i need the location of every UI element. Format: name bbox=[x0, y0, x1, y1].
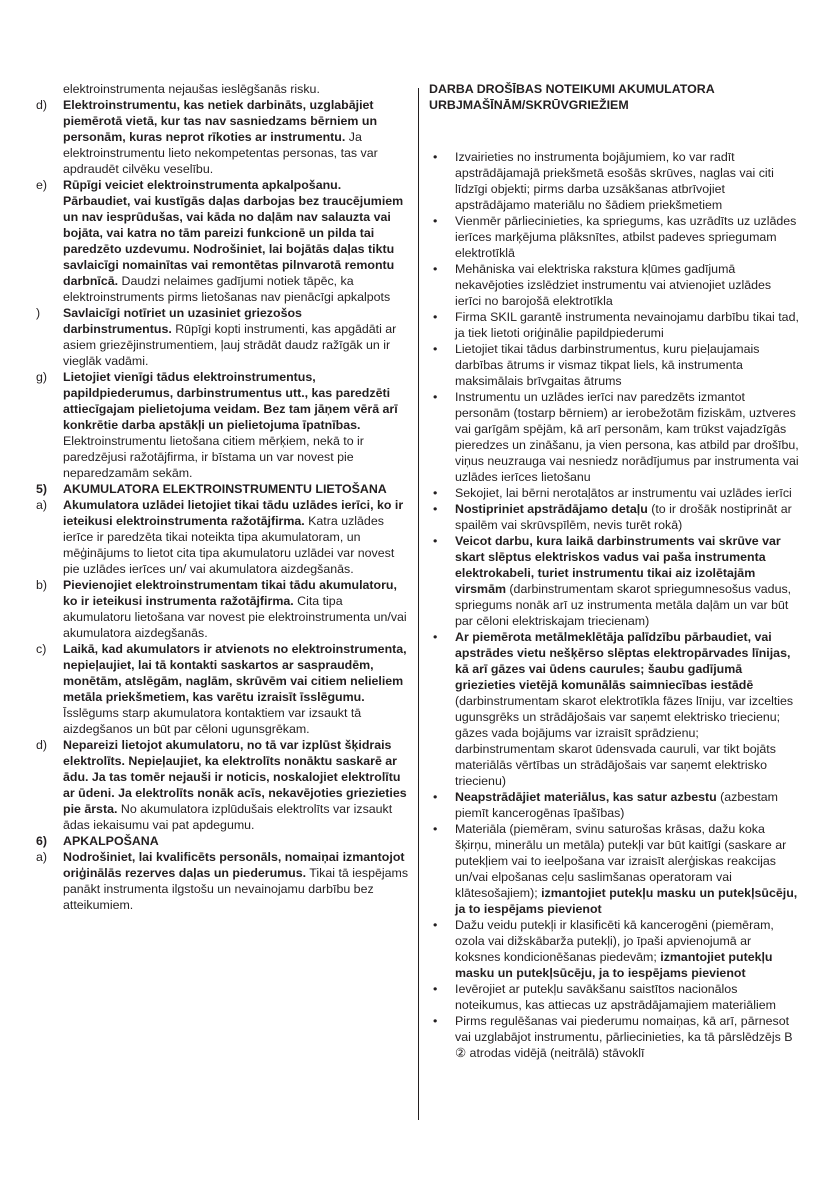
bullet-item bbox=[429, 1013, 799, 1061]
item-f-cutting-tools bbox=[36, 305, 408, 369]
item-e-maintenance bbox=[36, 177, 408, 305]
bullet-icon: • bbox=[433, 390, 438, 404]
bullet-bold-text: Veicot darbu, kura laikā darbinstruments vai skrūve var skart slēptus elektriskos vadus vai paša instrumenta elektrokabeli, turiet instrumentu tikai aiz izolētajām virsmām bbox=[455, 534, 781, 596]
item-d-storage bbox=[36, 97, 408, 177]
item-text: Elektroinstrumentu lietošana citiem mērķiem, nekā to ir paredzējusi ražotājfirma, ir bīstama un var novest pie neparedzamām sekām. bbox=[63, 434, 364, 480]
item-6a-service bbox=[36, 849, 408, 913]
item-text: Ja elektroinstrumentu lieto nekompetentas personas, tas var apdraudēt cilvēku veselību. bbox=[63, 130, 378, 176]
item-label: e) bbox=[36, 178, 48, 192]
item-bold-text: Nepareizi lietojot akumulatoru, no tā var izplūst šķidrais elektrolīts. Nepieļaujiet, ka elektrolīts nonāktu saskarē ar ādu. Ja tas tomēr nejauši ir noticis, noskalojiet elektrolītu ar ūdeni. Ja elektrolīts nonāk acīs, nekavējoties griezieties pie ārsta. bbox=[63, 738, 407, 816]
bullet-icon: • bbox=[433, 262, 438, 276]
bullet-text: (darbinstrumentam skarot elektrotīkla fāzes līniju, var izcelties ugunsgrēks un strādājošais var saņemt elektrisko triecienu; gāzes vada bojājums var izraisīt sprādzienu; darbinstrumentam skarot ūdensvada cauruli, var tikt bojāts materiālās vērtības un strādājošais var saņemt elektrisko triecienu) bbox=[455, 694, 794, 788]
left-column bbox=[36, 81, 408, 913]
bullet-bold-text: izmantojiet putekļu masku un putekļsūcēju, ja to iespējams pievienot bbox=[455, 950, 773, 980]
item-label: c) bbox=[36, 642, 47, 656]
bullet-item bbox=[429, 213, 799, 261]
bullet-item bbox=[429, 485, 799, 501]
bullet-item bbox=[429, 389, 799, 485]
item-bold-text: Akumulatora uzlādei lietojiet tikai tādu uzlādes ierīci, ko ir ieteikusi elektroinstrumenta ražotājfirma. bbox=[63, 498, 404, 528]
bullet-bold-text: Neapstrādājiet materiālus, kas satur azbestu bbox=[455, 790, 717, 804]
item-label: ) bbox=[36, 306, 41, 320]
column-divider bbox=[418, 88, 419, 1120]
section-title: AKUMULATORA ELEKTROINSTRUMENTU LIETOŠANA bbox=[63, 482, 387, 496]
item-5c-short-circuit bbox=[36, 641, 408, 737]
bullet-text: Pirms regulēšanas vai piederumu nomaiņas, kā arī, pārnesot vai uzglabājot instrumentu, pārliecinieties, ka tā pārslēdzējs B ② atrodas vidējā (neitrālā) stāvoklī bbox=[455, 1014, 793, 1060]
right-column bbox=[429, 81, 799, 1061]
bullet-icon: • bbox=[433, 534, 438, 548]
item-text: No akumulatora izplūdušais elektrolīts var izsaukt ādas iekaisumu vai pat apdegumu. bbox=[63, 802, 393, 832]
section-5-heading bbox=[36, 481, 408, 497]
item-label: a) bbox=[36, 498, 48, 512]
bullet-bold-text: Ar piemērota metālmeklētāja palīdzību pārbaudiet, vai apstrādes vietu nešķērso slēptas elektropārvades līnijas, kā arī gāzes vai ūdens caurules; šaubu gadījumā griezieties vietējā komunālās saimniecības iestādē bbox=[455, 630, 791, 692]
bullet-text: Lietojiet tikai tādus darbinstrumentus, kuru pieļaujamais darbības ātrums ir vismaz tikpat liels, kā instrumenta maksimālais brīvgaitas ātrums bbox=[455, 342, 760, 388]
bullet-icon: • bbox=[433, 918, 438, 932]
item-bold-text: Laikā, kad akumulators ir atvienots no elektroinstrumenta, nepieļaujiet, lai tā kontakti saskartos ar saspraudēm, monētām, atslēgām, naglām, skrūvēm vai citiem nelieliem metāla priekšmetiem, kas varētu izraisīt īsslēgumu. bbox=[63, 642, 407, 704]
item-5d-electrolyte bbox=[36, 737, 408, 833]
item-label: a) bbox=[36, 850, 48, 864]
item-bold-text: Lietojiet vienīgi tādus elektroinstrumentus, papildpiederumus, darbinstrumentus utt., kas paredzēti attiecīgajam pielietojuma veidam. Bez tam jāņem vērā arī konkrētie darba apstākļi un pielietojuma īpatnības. bbox=[63, 370, 398, 432]
bullet-icon: • bbox=[433, 822, 438, 836]
bullet-bold-text: izmantojiet putekļu masku un putekļsūcēju, ja to iespējams pievienot bbox=[455, 886, 798, 916]
bullet-icon: • bbox=[433, 486, 438, 500]
bullet-icon: • bbox=[433, 790, 438, 804]
bullet-icon: • bbox=[433, 214, 438, 228]
bullet-text: Vienmēr pārliecinieties, ka spriegums, kas uzrādīts uz uzlādes ierīces marķējuma plāksnītes, atbilst padeves spriegumam elektrotīklā bbox=[455, 214, 797, 260]
item-bold-text: Pievienojiet elektroinstrumentam tikai tādu akumulatoru, ko ir ieteikusi instrumenta ražotājfirma. bbox=[63, 578, 397, 608]
section-title: APKALPOŠANA bbox=[63, 834, 159, 848]
bullet-text: Firma SKIL garantē instrumenta nevainojamu darbību tikai tad, ja tiek lietoti oriģinālie papildpiederumi bbox=[455, 310, 799, 340]
bullet-text: (to ir drošāk nostiprināt ar spailēm vai skrūvspīlēm, nevis turēt rokā) bbox=[455, 502, 792, 532]
bullet-text: (darbinstrumentam skarot spriegumnesošus vadus, spriegums nonāk arī uz instrumenta metāla daļām un var būt par cēloni elektriskajam triecienam) bbox=[455, 582, 792, 628]
bullet-item bbox=[429, 149, 799, 213]
bullet-item bbox=[429, 917, 799, 981]
bullet-icon: • bbox=[433, 502, 438, 516]
bullet-icon: • bbox=[433, 310, 438, 324]
section-number: 6) bbox=[36, 834, 48, 848]
item-g-accessories bbox=[36, 369, 408, 481]
bullet-item bbox=[429, 981, 799, 1013]
bullet-text: Dažu veidu putekļi ir klasificēti kā kancerogēni (piemēram, ozola vai dižskābarža putekļi), jo īpaši apvienojumā ar koksnes kondicionēšanas piedevām; bbox=[455, 918, 774, 964]
bullet-icon: • bbox=[433, 630, 438, 644]
item-bold-text: Savlaicīgi notīriet un uzasiniet griezošos darbinstrumentus. bbox=[63, 306, 302, 336]
bullet-icon: • bbox=[433, 982, 438, 996]
item-text: Daudzi nelaimes gadījumi notiek tāpēc, ka elektroinstruments pirms lietošanas nav pienācīgi apkalpots bbox=[63, 274, 391, 304]
item-label: g) bbox=[36, 370, 48, 384]
item-text: Cita tipa akumulatoru lietošana var novest pie elektroinstrumenta un/vai akumulatora aizdegšanās. bbox=[63, 594, 407, 640]
item-label: d) bbox=[36, 738, 48, 752]
bullet-icon: • bbox=[433, 342, 438, 356]
bullet-item bbox=[429, 309, 799, 341]
safety-heading: DARBA DROŠĪBAS NOTEIKUMI AKUMULATORA URBJMAŠĪNĀM/SKRŪVGRIEŽIEM bbox=[429, 82, 715, 112]
section-6-heading bbox=[36, 833, 408, 849]
bullet-item bbox=[429, 789, 799, 821]
section-number: 5) bbox=[36, 482, 48, 496]
bullet-item bbox=[429, 341, 799, 389]
item-bold-text: Rūpīgi veiciet elektroinstrumenta apkalpošanu. Pārbaudiet, vai kustīgās daļas darbojas bez traucējumiem un nav iesprūdušas, vai kāda no daļām nav salauzta vai bojāta, vai katra no tām pareizi funkcionē un pilda tai paredzēto uzdevumu. Nodrošiniet, lai bojātās daļas tiktu savlaicīgi nomainītas vai remontētas pilnvarotā remontu darbnīcā. bbox=[63, 178, 404, 288]
bullet-item bbox=[429, 501, 799, 533]
item-text: Rūpīgi kopti instrumenti, kas apgādāti ar asiem griezējinstrumentiem, ļauj strādāt daudz ražīgāk un ir vieglāk vadāmi. bbox=[63, 322, 397, 368]
item-label: d) bbox=[36, 98, 48, 112]
bullet-text: Mehāniska vai elektriska rakstura kļūmes gadījumā nekavējoties izslēdziet instrumentu vai atvienojiet uzlādes ierīci no barojošā elektrotīkla bbox=[455, 262, 772, 308]
bullet-text: (azbestam piemīt kancerogēnas īpašības) bbox=[455, 790, 778, 820]
bullet-item bbox=[429, 629, 799, 789]
bullet-text: Ievērojiet ar putekļu savākšanu saistītos nacionālos noteikumus, kas attiecas uz apstrādājamajiem materiāliem bbox=[455, 982, 776, 1012]
bullet-item bbox=[429, 821, 799, 917]
item-text: Katra uzlādes ierīce ir paredzēta tikai noteikta tipa akumulatoram, un mēģinājums to lietot cita tipa akumulatoru uzlādei var novest pie uzlādes ierīces un/ vai akumulatora aizdegšanās. bbox=[63, 514, 395, 576]
bullet-text: Materiāla (piemēram, svinu saturošas krāsas, dažu koka šķirņu, minerālu un metāla) putekļi var būt kaitīgi (saskare ar putekļiem vai to ieelpošana var izraisīt alerģiskas reakcijas un/vai elpošanas ceļu saslimšanas operatoram vai klātesošajiem); bbox=[455, 822, 787, 900]
item-text: Īsslēgums starp akumulatora kontaktiem var izsaukt tā aizdegšanos un būt par cēloni ugunsgrēkam. bbox=[63, 706, 362, 736]
bullet-text: Izvairieties no instrumenta bojājumiem, ko var radīt apstrādājamajā priekšmetā esošās skrūves, naglas vai citi līdzīgi objekti; pirms darba uzsākšanas atbrīvojiet apstrādājamo materiālu no šādiem priekšmetiem bbox=[455, 150, 774, 212]
item-5a-charger bbox=[36, 497, 408, 577]
item-label: b) bbox=[36, 578, 48, 592]
bullet-text: Instrumentu un uzlādes ierīci nav paredzēts izmantot personām (tostarp bērniem) ar ierobežotām fiziskām, uztveres vai garīgām spējām, kā arī personām, kam trūkst vajadzīgās pieredzes un zināšanu, ja vien persona, kas atbild par drošību, viņus neuzrauga vai nesniedz norādījumus par instrumenta vai uzlādes ierīces lietošanu bbox=[455, 390, 799, 484]
bullet-text: Sekojiet, lai bērni nerotaļātos ar instrumentu vai uzlādes ierīci bbox=[455, 486, 792, 500]
bullet-item bbox=[429, 533, 799, 629]
bullet-item bbox=[429, 261, 799, 309]
item-bold-text: Nodrošiniet, lai kvalificēts personāls, nomaiņai izmantojot oriģinālās rezerves daļas un piederumus. bbox=[63, 850, 405, 880]
item-5b-battery bbox=[36, 577, 408, 641]
item-text: Tikai tā iespējams panākt instrumenta ilgstošu un nevainojamu darbību bez atteikumiem. bbox=[63, 866, 409, 912]
bullet-bold-text: Nostipriniet apstrādājamo detaļu bbox=[455, 502, 648, 516]
bullet-icon: • bbox=[433, 1014, 438, 1028]
continuation-text: elektroinstrumenta nejaušas ieslēgšanās risku. bbox=[63, 82, 320, 96]
item-bold-text: Elektroinstrumentu, kas netiek darbināts, uzglabājiet piemērotā vietā, kur tas nav sasniedzams bērniem un personām, kuras neprot rīkoties ar instrumentu. bbox=[63, 98, 378, 144]
bullet-icon: • bbox=[433, 150, 438, 164]
